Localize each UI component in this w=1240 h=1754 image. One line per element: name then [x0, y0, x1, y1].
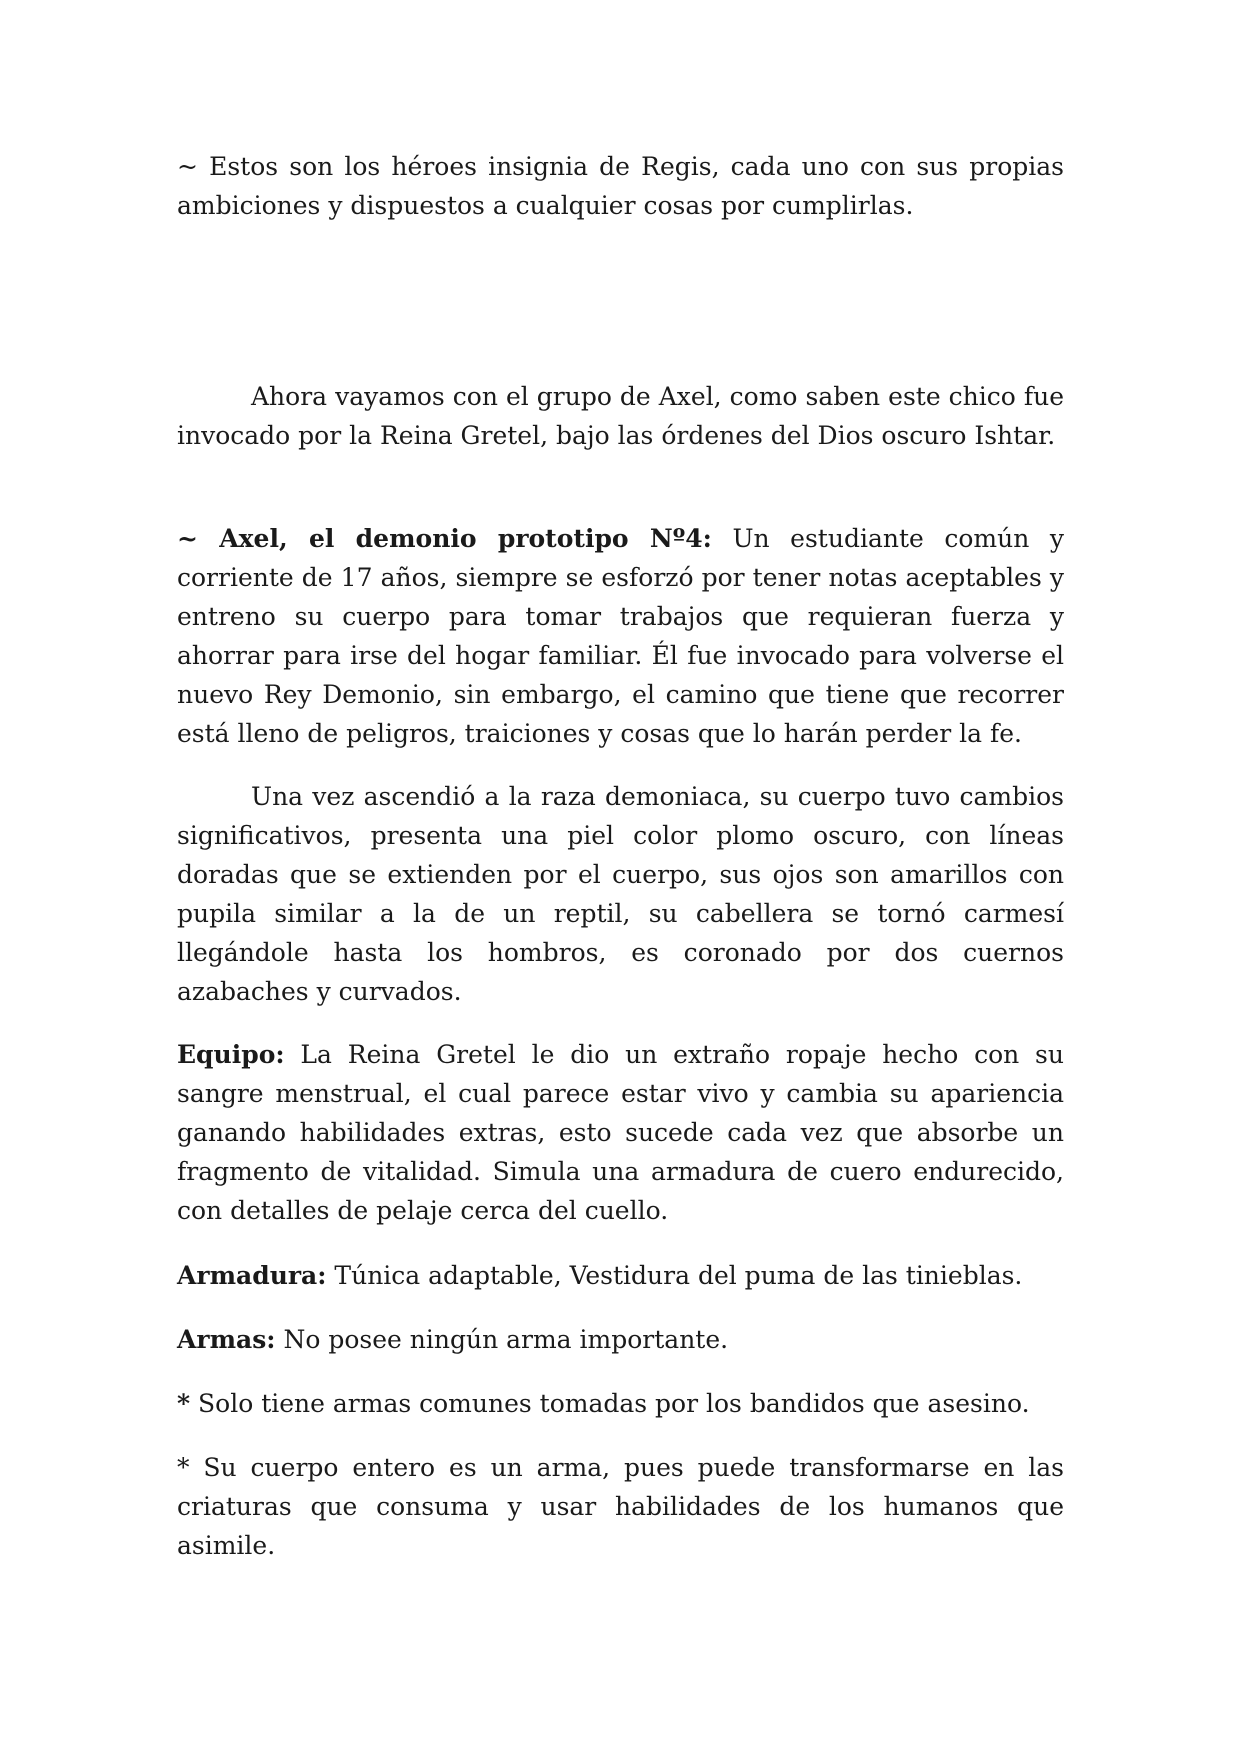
- weapons-description: No posee ningún arma importante.: [275, 1325, 729, 1354]
- weapons-label: Armas:: [177, 1325, 276, 1354]
- armor-label: Armadura:: [177, 1261, 327, 1290]
- armor-description: Túnica adaptable, Vestidura del puma de las tinieblas.: [326, 1261, 1023, 1290]
- equipment-description: La Reina Gretel le dio un extraño ropaje hecho con su sangre menstrual, el cual parece estar vivo y cambia su apariencia ganando habilidades extras, esto sucede cada vez que absorbe un fragmento de vitalidad. Simula una armadura de cuero endurecido, con detalles de pelaje cerca del cuello.: [177, 1040, 1064, 1225]
- paragraph-armor: [177, 1256, 1064, 1295]
- note-common-weapons-text: Solo tiene armas comunes tomadas por los bandidos que asesino.: [190, 1389, 1030, 1418]
- paragraph-equipment: [177, 1035, 1064, 1230]
- paragraph-note-common-weapons: [177, 1384, 1064, 1423]
- paragraph-note-body-weapon: * Su cuerpo entero es un arma, pues puede transformarse en las criaturas que consuma y usar habilidades de los humanos que asimile.: [177, 1453, 1064, 1560]
- paragraph-demon-transformation: Una vez ascendió a la raza demoniaca, su cuerpo tuvo cambios significativos, presenta una piel color plomo oscuro, con líneas doradas que se extienden por el cuerpo, sus ojos son amarillos con pupila similar a la de un reptil, su cabellera se tornó carmesí llegándole hasta los hombros, es coronado por dos cuernos azabaches y curvados.: [177, 782, 1064, 1006]
- paragraph-axel-profile: [177, 519, 1064, 753]
- equipment-label: Equipo:: [177, 1040, 285, 1069]
- axel-heading: ~ Axel, el demonio prototipo Nº4:: [177, 524, 712, 553]
- paragraph-weapons: [177, 1320, 1064, 1359]
- axel-description: Un estudiante común y corriente de 17 años, siempre se esforzó por tener notas aceptables y entreno su cuerpo para tomar trabajos que requieran fuerza y ahorrar para irse del hogar familiar. Él fue invocado para volverse el nuevo Rey Demonio, sin embargo, el camino que tiene que recorrer está lleno de peligros, traiciones y cosas que lo harán perder la fe.: [177, 524, 1064, 748]
- paragraph-axel-group: Ahora vayamos con el grupo de Axel, como saben este chico fue invocado por la Reina Gretel, bajo las órdenes del Dios oscuro Ishtar.: [177, 382, 1064, 450]
- paragraph-intro: ~ Estos son los héroes insignia de Regis, cada uno con sus propias ambiciones y dispuestos a cualquier cosas por cumplirlas.: [177, 152, 1064, 220]
- note-asterisk: *: [177, 1389, 191, 1418]
